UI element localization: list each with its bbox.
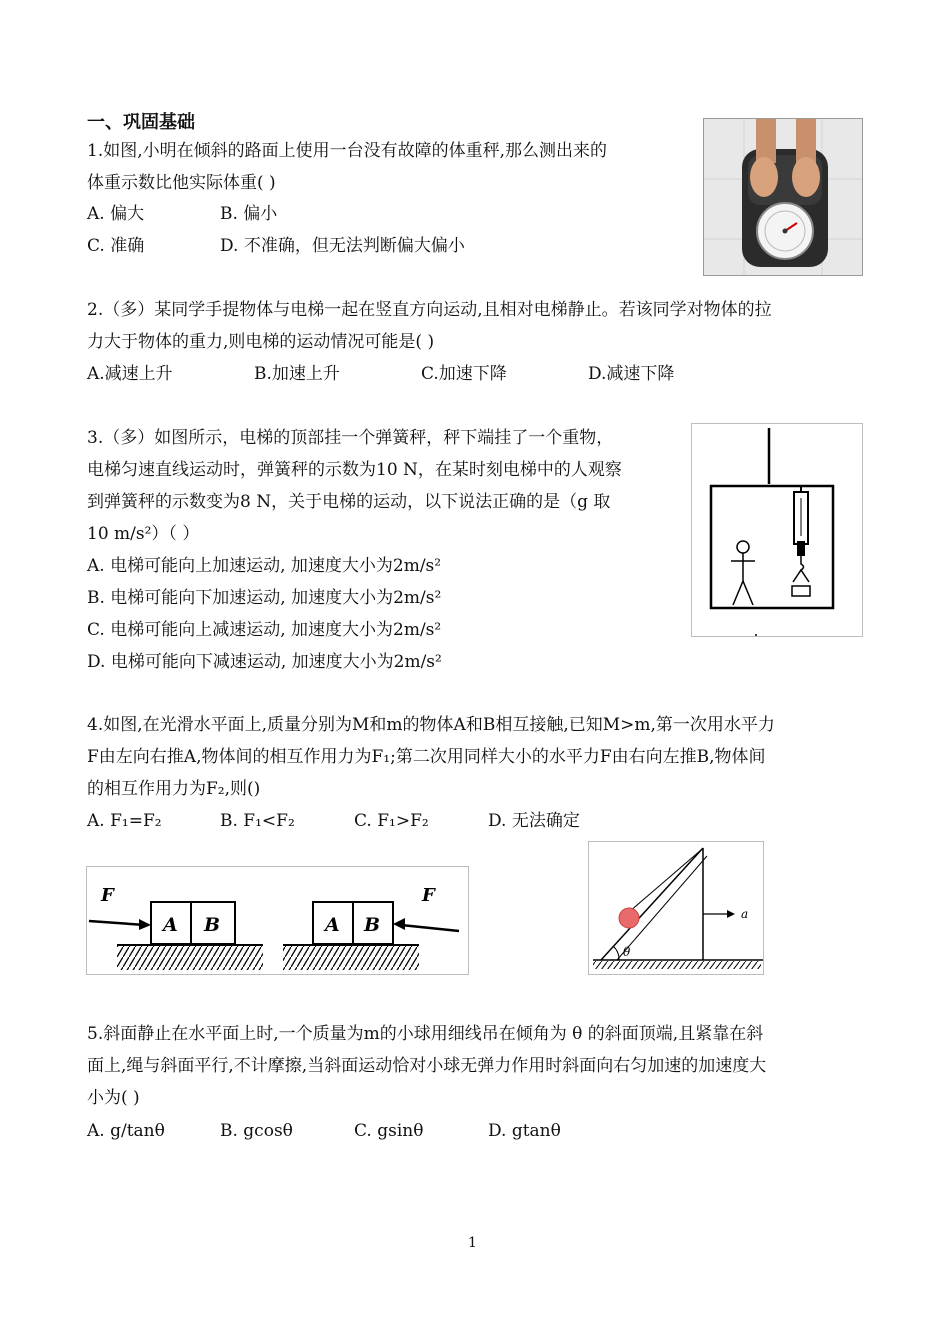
q5-option-c: C. gsinθ — [354, 1121, 424, 1141]
block-b-right: B — [364, 914, 381, 936]
theta-label: θ — [623, 945, 631, 959]
incline-ball-figure — [588, 841, 764, 975]
q1-option-a: A. 偏大 — [87, 204, 145, 224]
elevator-figure — [691, 423, 863, 637]
q3-option-a: A. 电梯可能向上加速运动, 加速度大小为2m/s² — [87, 556, 442, 576]
q5-option-d: D. gtanθ — [488, 1121, 561, 1141]
q1-option-d: D. 不准确，但无法判断偏大偏小 — [220, 236, 465, 256]
q2-line-1: 2.（多）某同学手提物体与电梯一起在竖直方向运动,且相对电梯静止。若该同学对物体的拉 — [87, 300, 772, 320]
q4-option-a: A. F₁=F₂ — [87, 811, 162, 831]
block-a-left: A — [163, 914, 178, 936]
force-label-left: F — [101, 885, 114, 906]
q4-option-d: D. 无法确定 — [488, 811, 580, 831]
q2-option-a: A.减速上升 — [87, 364, 173, 384]
q3-option-d: D. 电梯可能向下减速运动, 加速度大小为2m/s² — [87, 652, 442, 672]
section-title: 一、巩固基础 — [87, 112, 195, 133]
incline-ball-diagram — [589, 842, 763, 974]
q5-option-b: B. gcosθ — [220, 1121, 293, 1141]
block-a-right: A — [325, 914, 340, 936]
q4-option-b: B. F₁<F₂ — [220, 811, 295, 831]
q3-option-c: C. 电梯可能向上减速运动, 加速度大小为2m/s² — [87, 620, 442, 640]
q5-option-a: A. g/tanθ — [87, 1121, 165, 1141]
page-number: 1 — [468, 1235, 477, 1251]
q2-option-c: C.加速下降 — [421, 364, 507, 384]
q2-option-b: B.加速上升 — [254, 364, 340, 384]
bathroom-scale-illustration — [704, 119, 862, 275]
q1-line-1: 1.如图,小明在倾斜的路面上使用一台没有故障的体重秤,那么测出来的 — [87, 141, 608, 161]
q3-line-2: 电梯匀速直线运动时，弹簧秤的示数为10 N，在某时刻电梯中的人观察 — [87, 460, 622, 480]
q1-line-2: 体重示数比他实际体重( ) — [87, 173, 276, 193]
block-b-left: B — [204, 914, 221, 936]
q3-line-4: 10 m/s²）（ ） — [87, 524, 200, 544]
blocks-push-figure — [86, 866, 469, 975]
q5-line-2: 面上,绳与斜面平行,不计摩擦,当斜面运动恰对小球无弹力作用时斜面向右匀加速的加速度大 — [87, 1056, 767, 1076]
q3-option-b: B. 电梯可能向下加速运动, 加速度大小为2m/s² — [87, 588, 442, 608]
q4-line-1: 4.如图,在光滑水平面上,质量分别为M和m的物体A和B相互接触,已知M>m,第一次用水平力 — [87, 715, 775, 735]
q2-option-d: D.减速下降 — [588, 364, 675, 384]
q3-line-3: 到弹簧秤的示数变为8 N，关于电梯的运动，以下说法正确的是（g 取 — [87, 492, 611, 512]
q2-line-2: 力大于物体的重力,则电梯的运动情况可能是( ) — [87, 332, 435, 352]
blocks-push-diagram — [87, 867, 468, 974]
elevator-spring-scale-diagram — [692, 424, 862, 636]
accel-label: a — [741, 907, 749, 921]
q4-line-3: 的相互作用力为F₂,则() — [87, 779, 261, 799]
scale-photo-figure — [703, 118, 863, 276]
q1-option-c: C. 准确 — [87, 236, 145, 256]
force-label-right: F — [422, 885, 435, 906]
q1-option-b: B. 偏小 — [220, 204, 278, 224]
q5-line-1: 5.斜面静止在水平面上时,一个质量为m的小球用细线吊在倾角为 θ 的斜面顶端,且紧靠在斜 — [87, 1024, 764, 1044]
q5-line-3: 小为( ) — [87, 1088, 140, 1108]
q3-line-1: 3.（多）如图所示，电梯的顶部挂一个弹簧秤，秤下端挂了一个重物， — [87, 428, 614, 448]
q4-option-c: C. F₁>F₂ — [354, 811, 429, 831]
q4-line-2: F由左向右推A,物体间的相互作用力为F₁;第二次用同样大小的水平力F由右向左推B,物体间 — [87, 747, 766, 767]
